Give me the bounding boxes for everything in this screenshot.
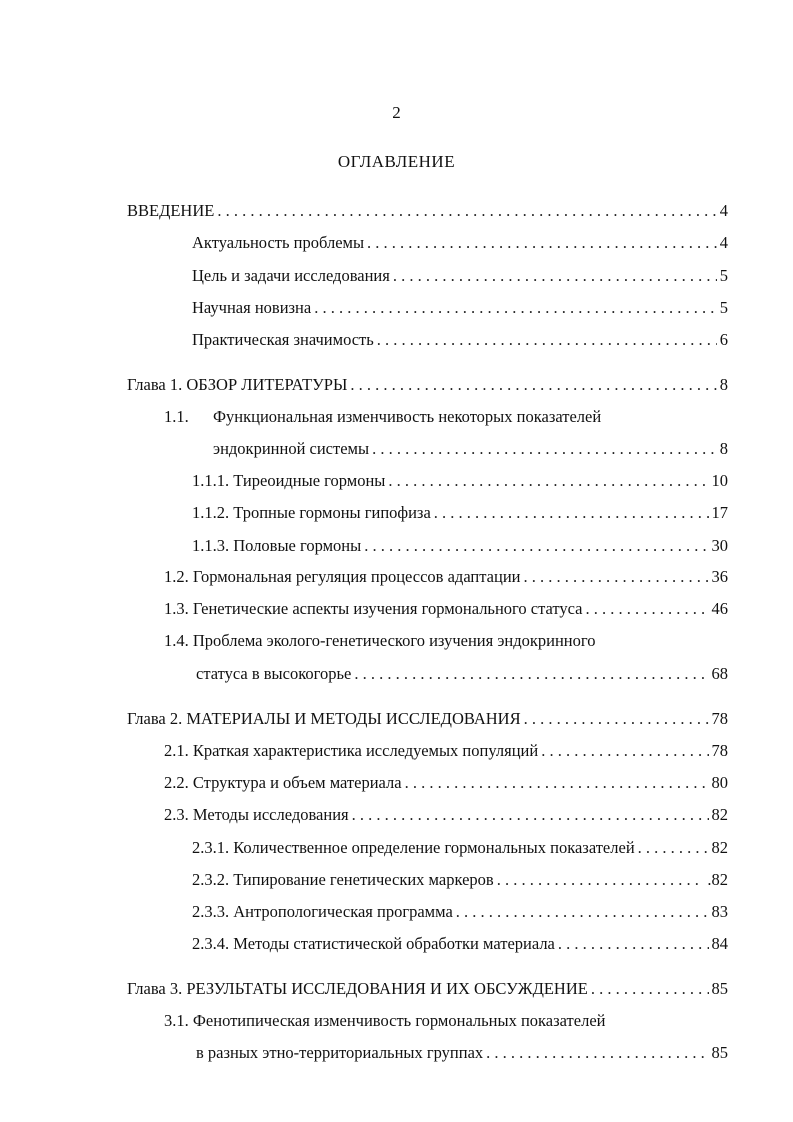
leader-dots bbox=[217, 201, 716, 221]
toc-entry-label: Цель и задачи исследования bbox=[192, 266, 390, 285]
toc-entry-page: 83 bbox=[711, 902, 728, 921]
toc-entry-label: эндокринной системы bbox=[213, 439, 370, 458]
toc-entry-label: 1.1.3. Половые гормоны bbox=[192, 536, 362, 555]
toc-section-3-1-line1[interactable]: 3.1. Фенотипическая изменчивость гормональных показателей bbox=[164, 1011, 606, 1030]
leader-dots bbox=[638, 838, 709, 858]
toc-entry-label: 1.2. Гормональная регуляция процессов адаптации bbox=[164, 567, 521, 586]
toc-entry-label: 2.3.3. Антропологическая программа bbox=[192, 902, 453, 921]
toc-entry-page: 36 bbox=[711, 567, 728, 586]
toc-entry-1-3[interactable] bbox=[164, 599, 728, 619]
leader-dots bbox=[541, 741, 708, 761]
leader-dots bbox=[352, 805, 709, 825]
toc-entry-2-3-3[interactable] bbox=[192, 902, 728, 922]
toc-entry-2-3-2[interactable] bbox=[192, 870, 728, 890]
leader-dots bbox=[367, 233, 717, 253]
toc-entry-novelty[interactable] bbox=[192, 298, 728, 318]
toc-entry-page: 82 bbox=[711, 838, 728, 857]
toc-entry-page: 5 bbox=[719, 266, 728, 285]
toc-entry-page: 46 bbox=[711, 599, 728, 618]
toc-entry-2-1[interactable] bbox=[164, 741, 728, 761]
toc-entry-2-3[interactable] bbox=[164, 805, 728, 825]
toc-entry-label: 2.3.4. Методы статистической обработки материала bbox=[192, 934, 555, 953]
toc-entry-label: Практическая значимость bbox=[192, 330, 374, 349]
toc-entry-page: 85 bbox=[711, 1043, 728, 1062]
toc-entry-label: Научная новизна bbox=[192, 298, 312, 317]
leader-dots bbox=[354, 664, 708, 684]
toc-entry-label: ВВЕДЕНИЕ bbox=[127, 201, 215, 220]
toc-entry-section-1-1[interactable] bbox=[213, 439, 728, 459]
leader-dots bbox=[486, 1043, 708, 1063]
toc-entry-page: 10 bbox=[711, 471, 728, 490]
leader-dots bbox=[314, 298, 717, 318]
toc-entry-chapter-2[interactable] bbox=[127, 709, 728, 729]
toc-entry-page: 8 bbox=[719, 439, 728, 458]
toc-entry-label: 1.1.2. Тропные гормоны гипофиза bbox=[192, 503, 431, 522]
toc-entry-page: 6 bbox=[719, 330, 728, 349]
toc-entry-1-1-3[interactable] bbox=[192, 536, 728, 556]
leader-dots bbox=[524, 709, 709, 729]
toc-entry-intro[interactable] bbox=[127, 201, 728, 221]
leader-dots bbox=[350, 375, 716, 395]
toc-section-1-1-line1[interactable]: Функциональная изменчивость некоторых показателей bbox=[213, 407, 602, 426]
toc-entry-page: 78 bbox=[711, 709, 728, 728]
toc-entry-page: 4 bbox=[719, 233, 728, 252]
toc-entry-page: 80 bbox=[711, 773, 728, 792]
leader-dots bbox=[364, 536, 708, 556]
toc-entry-page: 17 bbox=[711, 503, 728, 522]
leader-dots bbox=[586, 599, 709, 619]
toc-entry-page: 84 bbox=[711, 934, 728, 953]
toc-entry-page: 4 bbox=[719, 201, 728, 220]
leader-dots bbox=[558, 934, 709, 954]
toc-entry-label: статуса в высокогорье bbox=[196, 664, 352, 683]
toc-entry-label: Глава 2. МАТЕРИАЛЫ И МЕТОДЫ ИССЛЕДОВАНИЯ bbox=[127, 709, 521, 728]
toc-entry-1-4[interactable] bbox=[196, 664, 728, 684]
page-number: 2 bbox=[392, 103, 401, 122]
toc-entry-chapter-3[interactable] bbox=[127, 979, 728, 999]
toc-entry-label: в разных этно-территориальных группах bbox=[196, 1043, 484, 1062]
toc-entry-2-3-1[interactable] bbox=[192, 838, 728, 858]
toc-entry-chapter-1[interactable] bbox=[127, 375, 728, 395]
toc-entry-2-2[interactable] bbox=[164, 773, 728, 793]
leader-dots bbox=[405, 773, 709, 793]
toc-entry-label: 2.1. Краткая характеристика исследуемых популяций bbox=[164, 741, 539, 760]
toc-entry-2-3-4[interactable] bbox=[192, 934, 728, 954]
leader-dots bbox=[388, 471, 708, 491]
toc-entry-practical[interactable] bbox=[192, 330, 728, 350]
toc-section-1-1-number: 1.1. bbox=[164, 407, 189, 426]
toc-section-1-4-line1[interactable]: 1.4. Проблема эколого-генетического изучения эндокринного bbox=[164, 631, 596, 650]
toc-entry-3-1[interactable] bbox=[196, 1043, 728, 1063]
toc-entry-label: 2.3.2. Типирование генетических маркеров bbox=[192, 870, 494, 889]
toc-entry-1-1-1[interactable] bbox=[192, 471, 728, 491]
leader-dots bbox=[434, 503, 709, 523]
leader-dots bbox=[377, 330, 717, 350]
toc-title: ОГЛАВЛЕНИЕ bbox=[337, 152, 456, 171]
toc-entry-1-2[interactable] bbox=[164, 567, 728, 587]
toc-entry-label: Глава 3. РЕЗУЛЬТАТЫ ИССЛЕДОВАНИЯ И ИХ ОБСУЖДЕНИЕ bbox=[127, 979, 588, 998]
leader-dots bbox=[393, 266, 717, 286]
toc-entry-page: 68 bbox=[711, 664, 728, 683]
toc-entry-page: 5 bbox=[719, 298, 728, 317]
toc-entry-1-1-2[interactable] bbox=[192, 503, 728, 523]
toc-entry-page: 82 bbox=[711, 805, 728, 824]
toc-entry-label: 1.1.1. Тиреоидные гормоны bbox=[192, 471, 386, 490]
leader-dots bbox=[497, 870, 705, 890]
toc-entry-label: 2.3.1. Количественное определение гормональных показателей bbox=[192, 838, 635, 857]
toc-entry-page: 78 bbox=[711, 741, 728, 760]
toc-entry-label: Глава 1. ОБЗОР ЛИТЕРАТУРЫ bbox=[127, 375, 348, 394]
toc-entry-page: .82 bbox=[707, 870, 728, 889]
toc-entry-label: 2.2. Структура и объем материала bbox=[164, 773, 402, 792]
toc-entry-label: 2.3. Методы исследования bbox=[164, 805, 349, 824]
toc-entry-label: 1.3. Генетические аспекты изучения гормонального статуса bbox=[164, 599, 583, 618]
leader-dots bbox=[456, 902, 709, 922]
leader-dots bbox=[372, 439, 717, 459]
toc-entry-relevance[interactable] bbox=[192, 233, 728, 253]
toc-entry-page: 30 bbox=[711, 536, 728, 555]
toc-entry-page: 85 bbox=[711, 979, 728, 998]
toc-entry-label: Актуальность проблемы bbox=[192, 233, 365, 252]
toc-entry-aims[interactable] bbox=[192, 266, 728, 286]
leader-dots bbox=[523, 567, 708, 587]
toc-entry-page: 8 bbox=[719, 375, 728, 394]
leader-dots bbox=[591, 979, 709, 999]
